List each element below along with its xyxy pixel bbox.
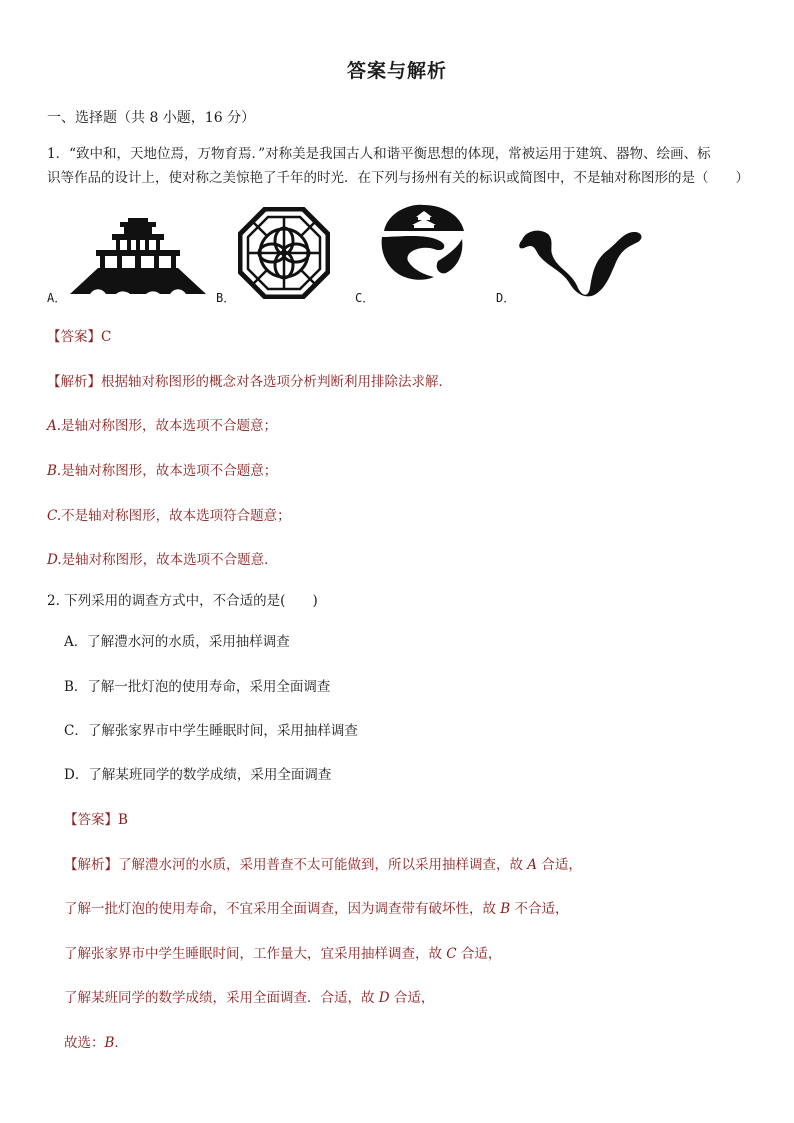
q2-analysis-1-letter: A — [527, 857, 538, 873]
q2-option-b: B．了解一批灯泡的使用寿命，采用全面调查 — [64, 679, 331, 695]
q2-answer: 【答案】B — [64, 812, 128, 828]
q2-conclusion-letter: B — [104, 1035, 115, 1051]
q1-analysis: 【解析】根据轴对称图形的概念对各选项分析判断利用排除法求解． — [47, 374, 452, 390]
section-heading: 一、选择题（共 8 小题，16 分） — [47, 110, 256, 126]
figure-b-octagon-lattice — [238, 207, 330, 299]
q1-option-d-label: D． — [496, 291, 516, 305]
q1-analysis-b-text: 是轴对称图形，故本选项不合题意； — [61, 463, 278, 479]
q1-stem-line-2: 识等作品的设计上，使对称之美惊艳了千年的时光．在下列与扬州有关的标识或简图中，不是轴对称图形的是（ ） — [47, 170, 749, 186]
q2-analysis-2-tail: 不合适， — [510, 901, 569, 917]
figure-c-emblem — [378, 203, 468, 283]
q2-analysis-2-text: 了解一批灯泡的使用寿命，不宜采用全面调查，因为调查带有破坏性，故 — [64, 901, 501, 917]
q1-option-a-label: A． — [47, 291, 67, 305]
q1-analysis-c — [47, 504, 291, 528]
q2-analysis-line-1 — [64, 853, 582, 877]
q1-stem-line-1: 1．“致中和，天地位焉，万物育焉．”对称美是我国古人和谐平衡思想的体现，常被运用于建筑、器物、绘画、标 — [47, 146, 711, 162]
q2-analysis-4-text: 了解某班同学的数学成绩，采用全面调查．合适，故 — [64, 990, 379, 1006]
q1-option-c-label: C． — [355, 291, 375, 305]
q1-analysis-c-text: 不是轴对称图形，故本选项符合题意； — [61, 508, 291, 524]
q2-analysis-line-2 — [64, 897, 569, 921]
q2-analysis-3-tail: 合适， — [456, 946, 502, 962]
q1-analysis-b-letter: B. — [47, 463, 62, 479]
q2-analysis-4-tail: 合适， — [389, 990, 435, 1006]
q1-analysis-a — [47, 414, 277, 438]
q2-analysis-1-text: 【解析】了解澧水河的水质，采用普查不太可能做到，所以采用抽样调查，故 — [64, 857, 528, 873]
figure-a-pavilion-bridge — [70, 218, 206, 296]
q2-conclusion-tail: ． — [114, 1035, 128, 1051]
q1-option-b-label: B． — [216, 291, 236, 305]
q2-conclusion-text: 故选： — [64, 1035, 105, 1051]
q1-analysis-d-text: 是轴对称图形，故本选项不合题意． — [61, 552, 278, 568]
q2-analysis-4-letter: D — [378, 990, 390, 1006]
q1-analysis-d-letter: D. — [47, 552, 62, 568]
q2-stem: 2. 下列采用的调查方式中，不合适的是( ) — [47, 593, 318, 609]
q2-option-d: D．了解某班同学的数学成绩，采用全面调查 — [64, 767, 332, 783]
q2-option-c: C．了解张家界市中学生睡眠时间，采用抽样调查 — [64, 723, 358, 739]
q2-analysis-3-letter: C — [446, 946, 457, 962]
q1-analysis-d — [47, 548, 278, 572]
q2-analysis-line-4 — [64, 986, 434, 1010]
q2-analysis-line-3 — [64, 942, 501, 966]
figure-d-wave-stroke — [516, 224, 644, 298]
q1-analysis-c-letter: C. — [47, 508, 62, 524]
q1-analysis-a-text: 是轴对称图形，故本选项不合题意； — [61, 418, 278, 434]
q1-analysis-a-letter: A. — [47, 418, 62, 434]
q2-analysis-3-text: 了解张家界市中学生睡眠时间，工作量大，宜采用抽样调查，故 — [64, 946, 447, 962]
q2-option-a: A．了解澧水河的水质，采用抽样调查 — [64, 634, 290, 650]
page-title: 答案与解析 — [346, 60, 447, 82]
q1-analysis-b — [47, 459, 277, 483]
q2-analysis-1-tail: 合适， — [537, 857, 582, 873]
q2-conclusion — [64, 1031, 128, 1055]
q2-analysis-2-letter: B — [500, 901, 511, 917]
q1-answer: 【答案】C — [47, 329, 112, 345]
